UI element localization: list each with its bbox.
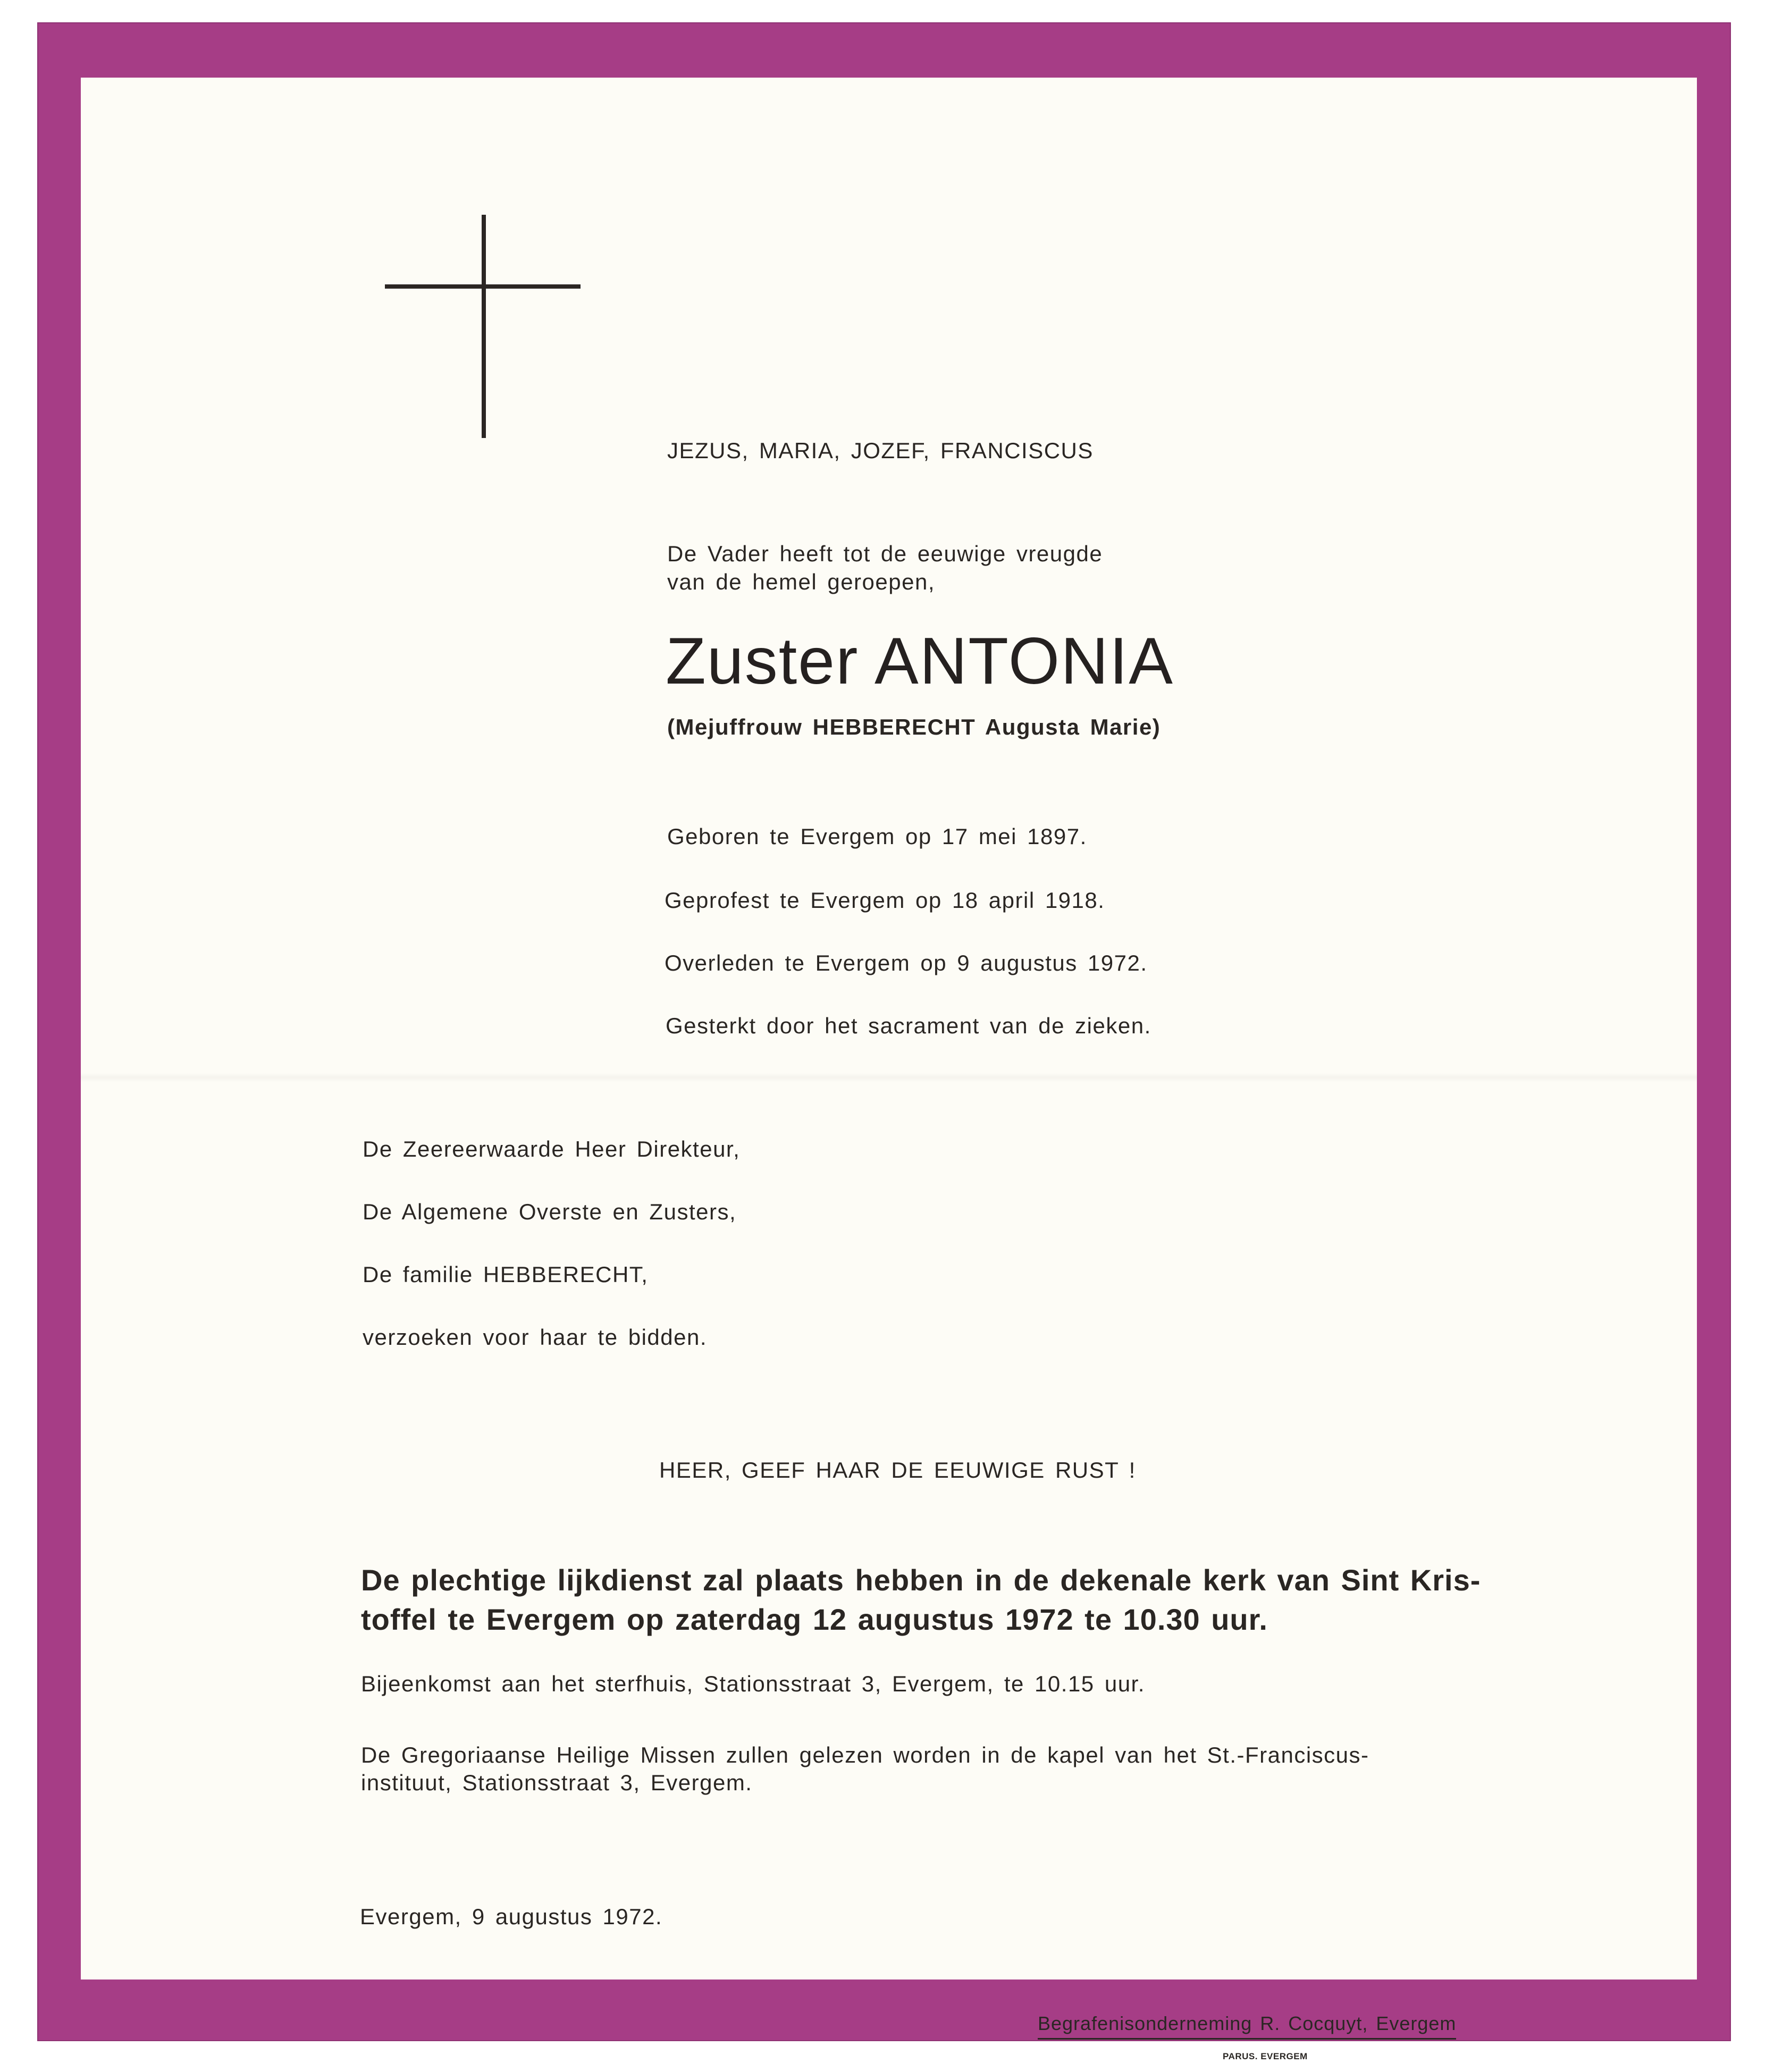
undertaker-credit: Begrafenisonderneming R. Cocquyt, Evergem xyxy=(1038,2011,1456,2040)
gathering-line: Bijeenkomst aan het sterfhuis, Stationsstraat 3, Evergem, te 10.15 uur. xyxy=(361,1671,1145,1696)
fold-line xyxy=(81,1073,1697,1082)
place-date: Evergem, 9 augustus 1972. xyxy=(360,1904,663,1929)
death-line: Overleden te Evergem op 9 augustus 1972. xyxy=(665,950,1148,975)
intro-line-2: van de hemel geroepen, xyxy=(667,569,935,594)
mourner-line: De Algemene Overste en Zusters, xyxy=(363,1199,737,1224)
masses-line-2: instituut, Stationsstraat 3, Evergem. xyxy=(361,1770,753,1795)
service-line-2: toffel te Evergem op zaterdag 12 augustus 1972 te 10.30 uur. xyxy=(361,1603,1268,1636)
masses-line-1: De Gregoriaanse Heilige Missen zullen gelezen worden in de kapel van het St.-Franciscus- xyxy=(361,1742,1369,1767)
service-line-1: De plechtige lijkdienst zal plaats hebben in de dekenale kerk van Sint Kris- xyxy=(361,1563,1481,1597)
birth-line: Geboren te Evergem op 17 mei 1897. xyxy=(667,824,1087,849)
mourner-line: De familie HEBBERECHT, xyxy=(363,1262,649,1287)
intro-line-1: De Vader heeft tot de eeuwige vreugde xyxy=(667,541,1103,566)
card-paper xyxy=(81,78,1697,2061)
cross-vertical-bar xyxy=(482,215,486,438)
memorial-card xyxy=(37,22,1731,2061)
prayer-request: verzoeken voor haar te bidden. xyxy=(363,1325,708,1350)
sacrament-line: Gesterkt door het sacrament van de zieken. xyxy=(666,1013,1151,1038)
invocation: JEZUS, MARIA, JOZEF, FRANCISCUS xyxy=(667,438,1094,463)
secular-name: (Mejuffrouw HEBBERECHT Augusta Marie) xyxy=(667,714,1161,739)
cross-horizontal-bar xyxy=(385,284,581,289)
printer-credit: PARUS. EVERGEM xyxy=(1223,2051,1308,2061)
profession-line: Geprofest te Evergem op 18 april 1918. xyxy=(665,888,1105,913)
prayer: HEER, GEEF HAAR DE EEUWIGE RUST ! xyxy=(659,1458,1136,1483)
mourner-line: De Zeereerwaarde Heer Direkteur, xyxy=(363,1136,741,1161)
deceased-name: Zuster ANTONIA xyxy=(666,625,1174,698)
